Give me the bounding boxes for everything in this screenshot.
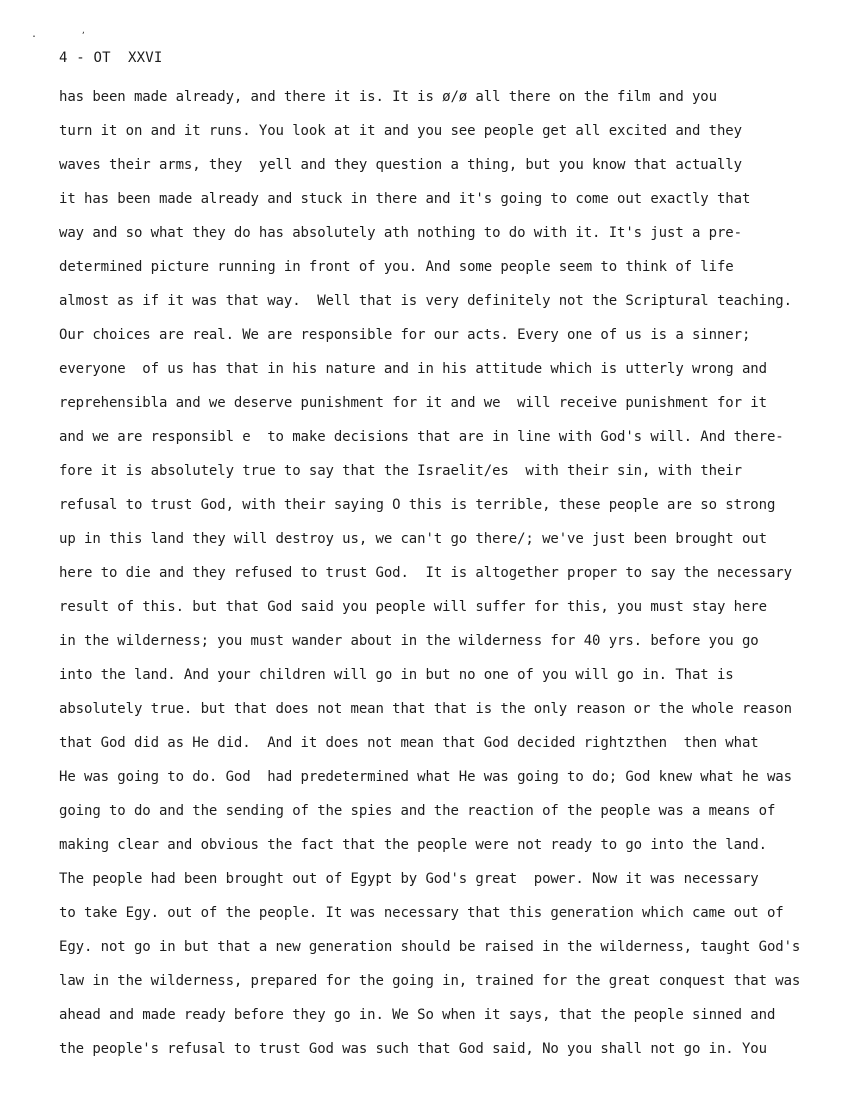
text-line: that God did as He did. And it does not mean that God decided rightzthen then what (59, 735, 759, 751)
text-line: the people's refusal to trust God was such that God said, No you shall not go in. You (59, 1041, 767, 1057)
text-line: into the land. And your children will go in but no one of you will go in. That is (59, 667, 734, 683)
text-line: in the wilderness; you must wander about in the wilderness for 40 yrs. before you go (59, 633, 759, 649)
text-line: result of this. but that God said you people will suffer for this, you must stay here (59, 599, 767, 615)
text-line: absolutely true. but that does not mean that that is the only reason or the whole reason (59, 701, 792, 717)
text-line: fore it is absolutely true to say that the Israelit/es with their sin, with their (59, 463, 742, 479)
page-header: 4 - OT XXVI (59, 50, 163, 66)
text-line: determined picture running in front of you. And some people seem to think of life (59, 259, 734, 275)
text-line: ahead and made ready before they go in. We So when it says, that the people sinned and (59, 1007, 776, 1023)
text-line: reprehensibla and we deserve punishment for it and we will receive punishment for it (59, 395, 767, 411)
text-line: it has been made already and stuck in there and it's going to come out exactly that (59, 191, 751, 207)
text-line: making clear and obvious the fact that the people were not ready to go into the land. (59, 837, 767, 853)
text-line: He was going to do. God had predetermined what He was going to do; God knew what he was (59, 769, 792, 785)
text-line: and we are responsibl e to make decisions that are in line with God's will. And there- (59, 429, 784, 445)
text-line: has been made already, and there it is. It is ø/ø all there on the film and you (59, 89, 717, 105)
text-line: The people had been brought out of Egypt by God's great power. Now it was necessary (59, 871, 759, 887)
stray-mark: , (81, 26, 86, 35)
body-text (59, 86, 800, 1072)
text-line: here to die and they refused to trust God. It is altogether proper to say the necessary (59, 565, 792, 581)
stray-mark: . (31, 29, 38, 40)
text-line: law in the wilderness, prepared for the going in, trained for the great conquest that was (59, 973, 801, 989)
text-line: up in this land they will destroy us, we can't go there/; we've just been brought out (59, 531, 767, 547)
text-line: everyone of us has that in his nature and in his attitude which is utterly wrong and (59, 361, 767, 377)
text-line: to take Egy. out of the people. It was necessary that this generation which came out of (59, 905, 784, 921)
text-line: refusal to trust God, with their saying O this is terrible, these people are so strong (59, 497, 776, 513)
text-line: Our choices are real. We are responsible for our acts. Every one of us is a sinner; (59, 327, 751, 343)
text-line: going to do and the sending of the spies and the reaction of the people was a means of (59, 803, 776, 819)
text-line: turn it on and it runs. You look at it and you see people get all excited and they (59, 123, 742, 139)
text-line: almost as if it was that way. Well that is very definitely not the Scriptural teaching. (59, 293, 792, 309)
text-line: waves their arms, they yell and they question a thing, but you know that actually (59, 157, 742, 173)
text-line: Egy. not go in but that a new generation should be raised in the wilderness, taught God's (59, 939, 801, 955)
text-line: way and so what they do has absolutely ath nothing to do with it. It's just a pre- (59, 225, 742, 241)
